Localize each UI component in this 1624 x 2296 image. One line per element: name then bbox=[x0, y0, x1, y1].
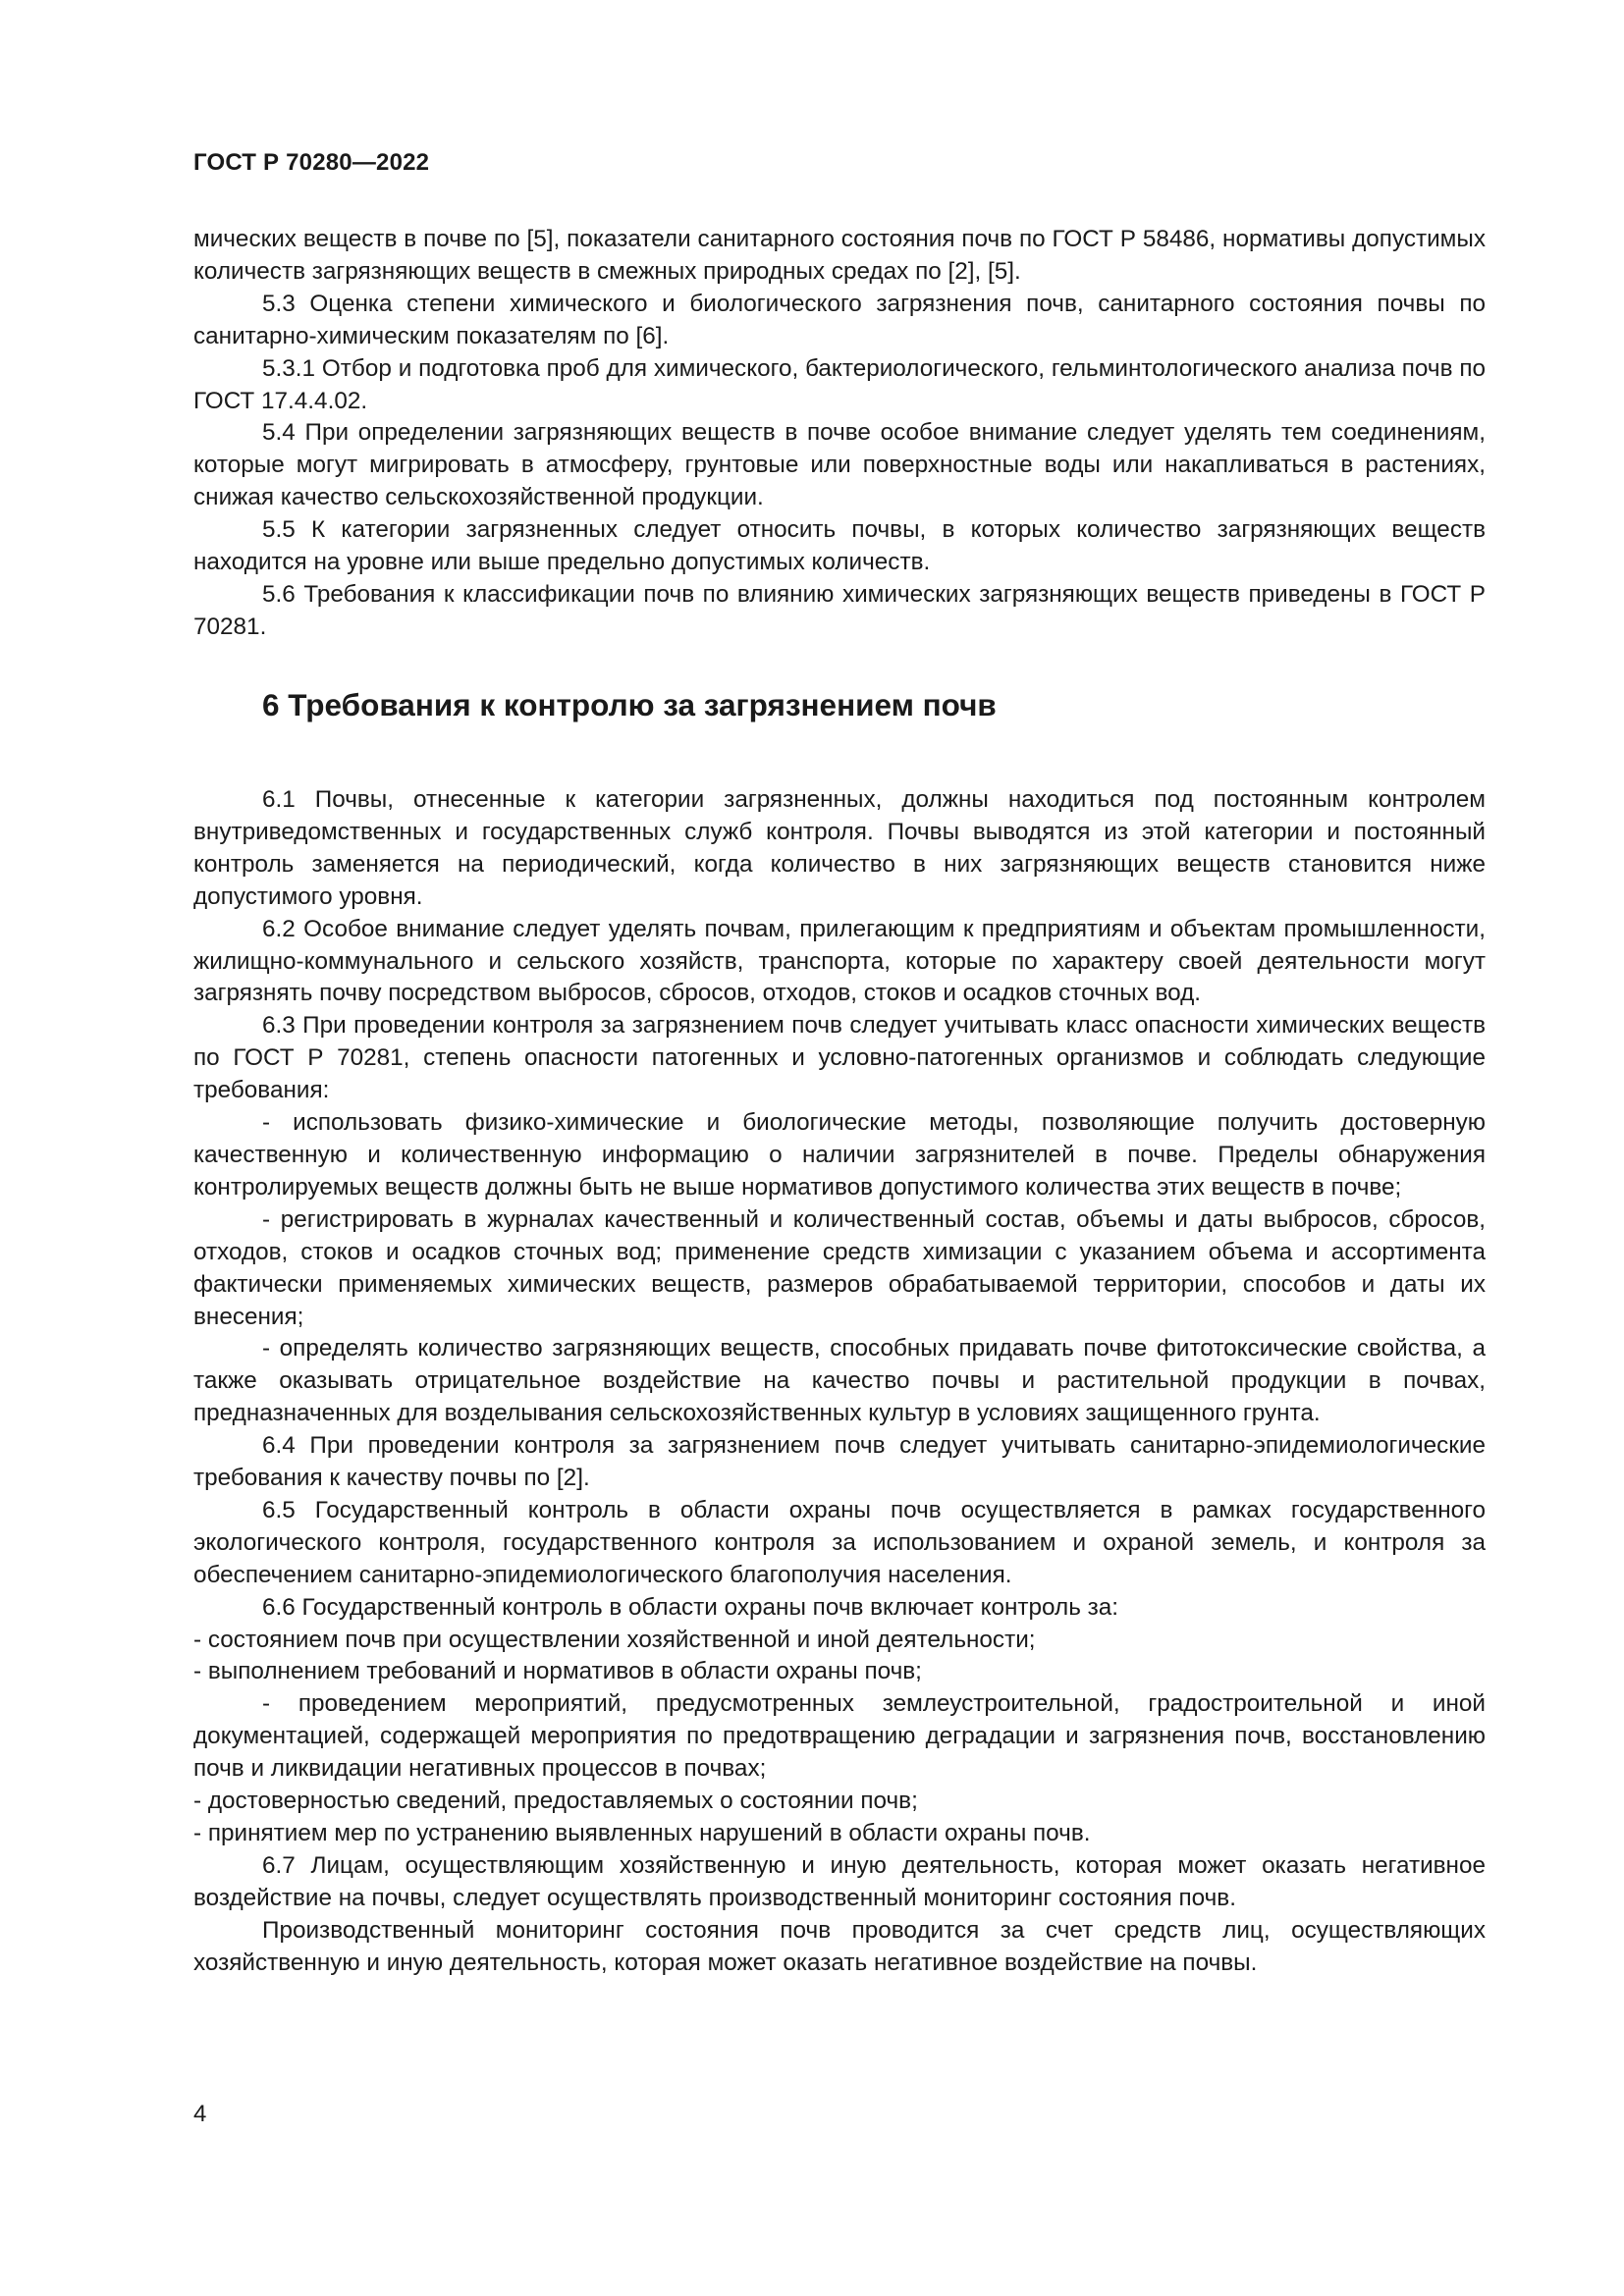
paragraph-5-3-1: 5.3.1 Отбор и подготовка проб для химического, бактериологического, гельминтологического анализа почв по ГОСТ 17.4.4.02. bbox=[193, 354, 1486, 414]
list-item: - определять количество загрязняющих веществ, способных придавать почве фитотоксические свойства, а также оказывать отрицательное воздействие на качество почвы и растительной продукции в почвах, предназначенных для возделывания сельскохозяйственных культур в условиях защищенного грунта. bbox=[193, 1335, 1486, 1427]
list-item: - состоянием почв при осуществлении хозяйственной и иной деятельности; bbox=[193, 1626, 1036, 1653]
list-item: - достоверностью сведений, предоставляемых о состоянии почв; bbox=[193, 1788, 918, 1815]
list-item: - проведением мероприятий, предусмотренных землеустроительной, градостроительной и иной документацией, содержащей мероприятия по предотвращению деградации и загрязнения почв, восстановлению почв и ликвидации негативных процессов в почвах; bbox=[193, 1690, 1486, 1783]
paragraph-6-7: 6.7 Лицам, осуществляющим хозяйственную и иную деятельность, которая может оказать негативное воздействие на почвы, следует осуществлять производственный мониторинг состояния почв. bbox=[193, 1851, 1486, 1911]
paragraph-6-3: 6.3 При проведении контроля за загрязнением почв следует учитывать класс опасности химических веществ по ГОСТ Р 70281, степень опасности патогенных и условно-патогенных организмов и соблюдать следующие требования: bbox=[193, 1012, 1486, 1104]
list-item: - использовать физико-химические и биологические методы, позволяющие получить достоверную качественную и количественную информацию о наличии загрязнителей в почве. Пределы обнаружения контролируемых веществ должны быть не выше нормативов допустимого количества этих веществ в почве; bbox=[193, 1109, 1486, 1201]
section-6-heading: 6 Требования к контролю за загрязнением почв bbox=[262, 687, 997, 722]
paragraph-6-2: 6.2 Особое внимание следует уделять почвам, прилегающим к предприятиям и объектам промышленности, жилищно-коммунального и сельского хозяйств, транспорта, которые по характеру своей деятельности могут загрязнять почву посредством выбросов, сбросов, отходов, стоков и осадков сточных вод. bbox=[193, 915, 1486, 1007]
paragraph-6-6: 6.6 Государственный контроль в области охраны почв включает контроль за: bbox=[262, 1593, 1119, 1621]
paragraph-5-3: 5.3 Оценка степени химического и биологического загрязнения почв, санитарного состояния почвы по санитарно-химическим показателям по [6]. bbox=[193, 290, 1486, 349]
list-item: - регистрировать в журналах качественный и количественный состав, объемы и даты выбросов, сбросов, отходов, стоков и осадков сточных вод; применение средств химизации с указанием объема и ассортимента фактически применяемых химических веществ, размеров обрабатываемой территории, способов и даты их внесения; bbox=[193, 1205, 1486, 1330]
paragraph-6-4: 6.4 При проведении контроля за загрязнением почв следует учитывать санитарно-эпидемиологические требования к качеству почвы по [2]. bbox=[193, 1432, 1486, 1492]
section-6-body bbox=[193, 784, 1486, 1980]
paragraph-5-5: 5.5 К категории загрязненных следует относить почвы, в которых количество загрязняющих веществ находится на уровне или выше предельно допустимых количеств. bbox=[193, 516, 1486, 576]
paragraph-5-4: 5.4 При определении загрязняющих веществ в почве особое внимание следует уделять тем соединениям, которые могут мигрировать в атмосферу, грунтовые или поверхностные воды или накапливаться в растениях, снижая качество сельскохозяйственной продукции. bbox=[193, 419, 1486, 511]
section-5-continuation bbox=[193, 224, 1486, 644]
paragraph-6-1: 6.1 Почвы, отнесенные к категории загрязненных, должны находиться под постоянным контролем внутриведомственных и государственных служб контроля. Почвы выводятся из этой категории и постоянный контроль заменяется на периодический, когда количество в них загрязняющих веществ становится ниже допустимого уровня. bbox=[193, 786, 1486, 910]
list-item: - выполнением требований и нормативов в области охраны почв; bbox=[193, 1658, 922, 1685]
paragraph: мических веществ в почве по [5], показатели санитарного состояния почв по ГОСТ Р 58486, нормативы допустимых количеств загрязняющих веществ в смежных природных средах по [2], [5]. bbox=[193, 226, 1486, 285]
standard-code-header: ГОСТ Р 70280—2022 bbox=[193, 149, 430, 176]
paragraph-6-5: 6.5 Государственный контроль в области охраны почв осуществляется в рамках государственного экологического контроля, государственного контроля за использованием и охраной земель, и контроля за обеспечением санитарно-эпидемиологического благополучия населения. bbox=[193, 1496, 1486, 1588]
paragraph-5-6: 5.6 Требования к классификации почв по влиянию химических загрязняющих веществ приведены в ГОСТ Р 70281. bbox=[193, 580, 1486, 640]
paragraph: Производственный мониторинг состояния почв проводится за счет средств лиц, осуществляющих хозяйственную и иную деятельность, которая может оказать негативное воздействие на почвы. bbox=[193, 1916, 1486, 1976]
list-item: - принятием мер по устранению выявленных нарушений в области охраны почв. bbox=[193, 1820, 1091, 1846]
page-number: 4 bbox=[193, 2101, 207, 2127]
